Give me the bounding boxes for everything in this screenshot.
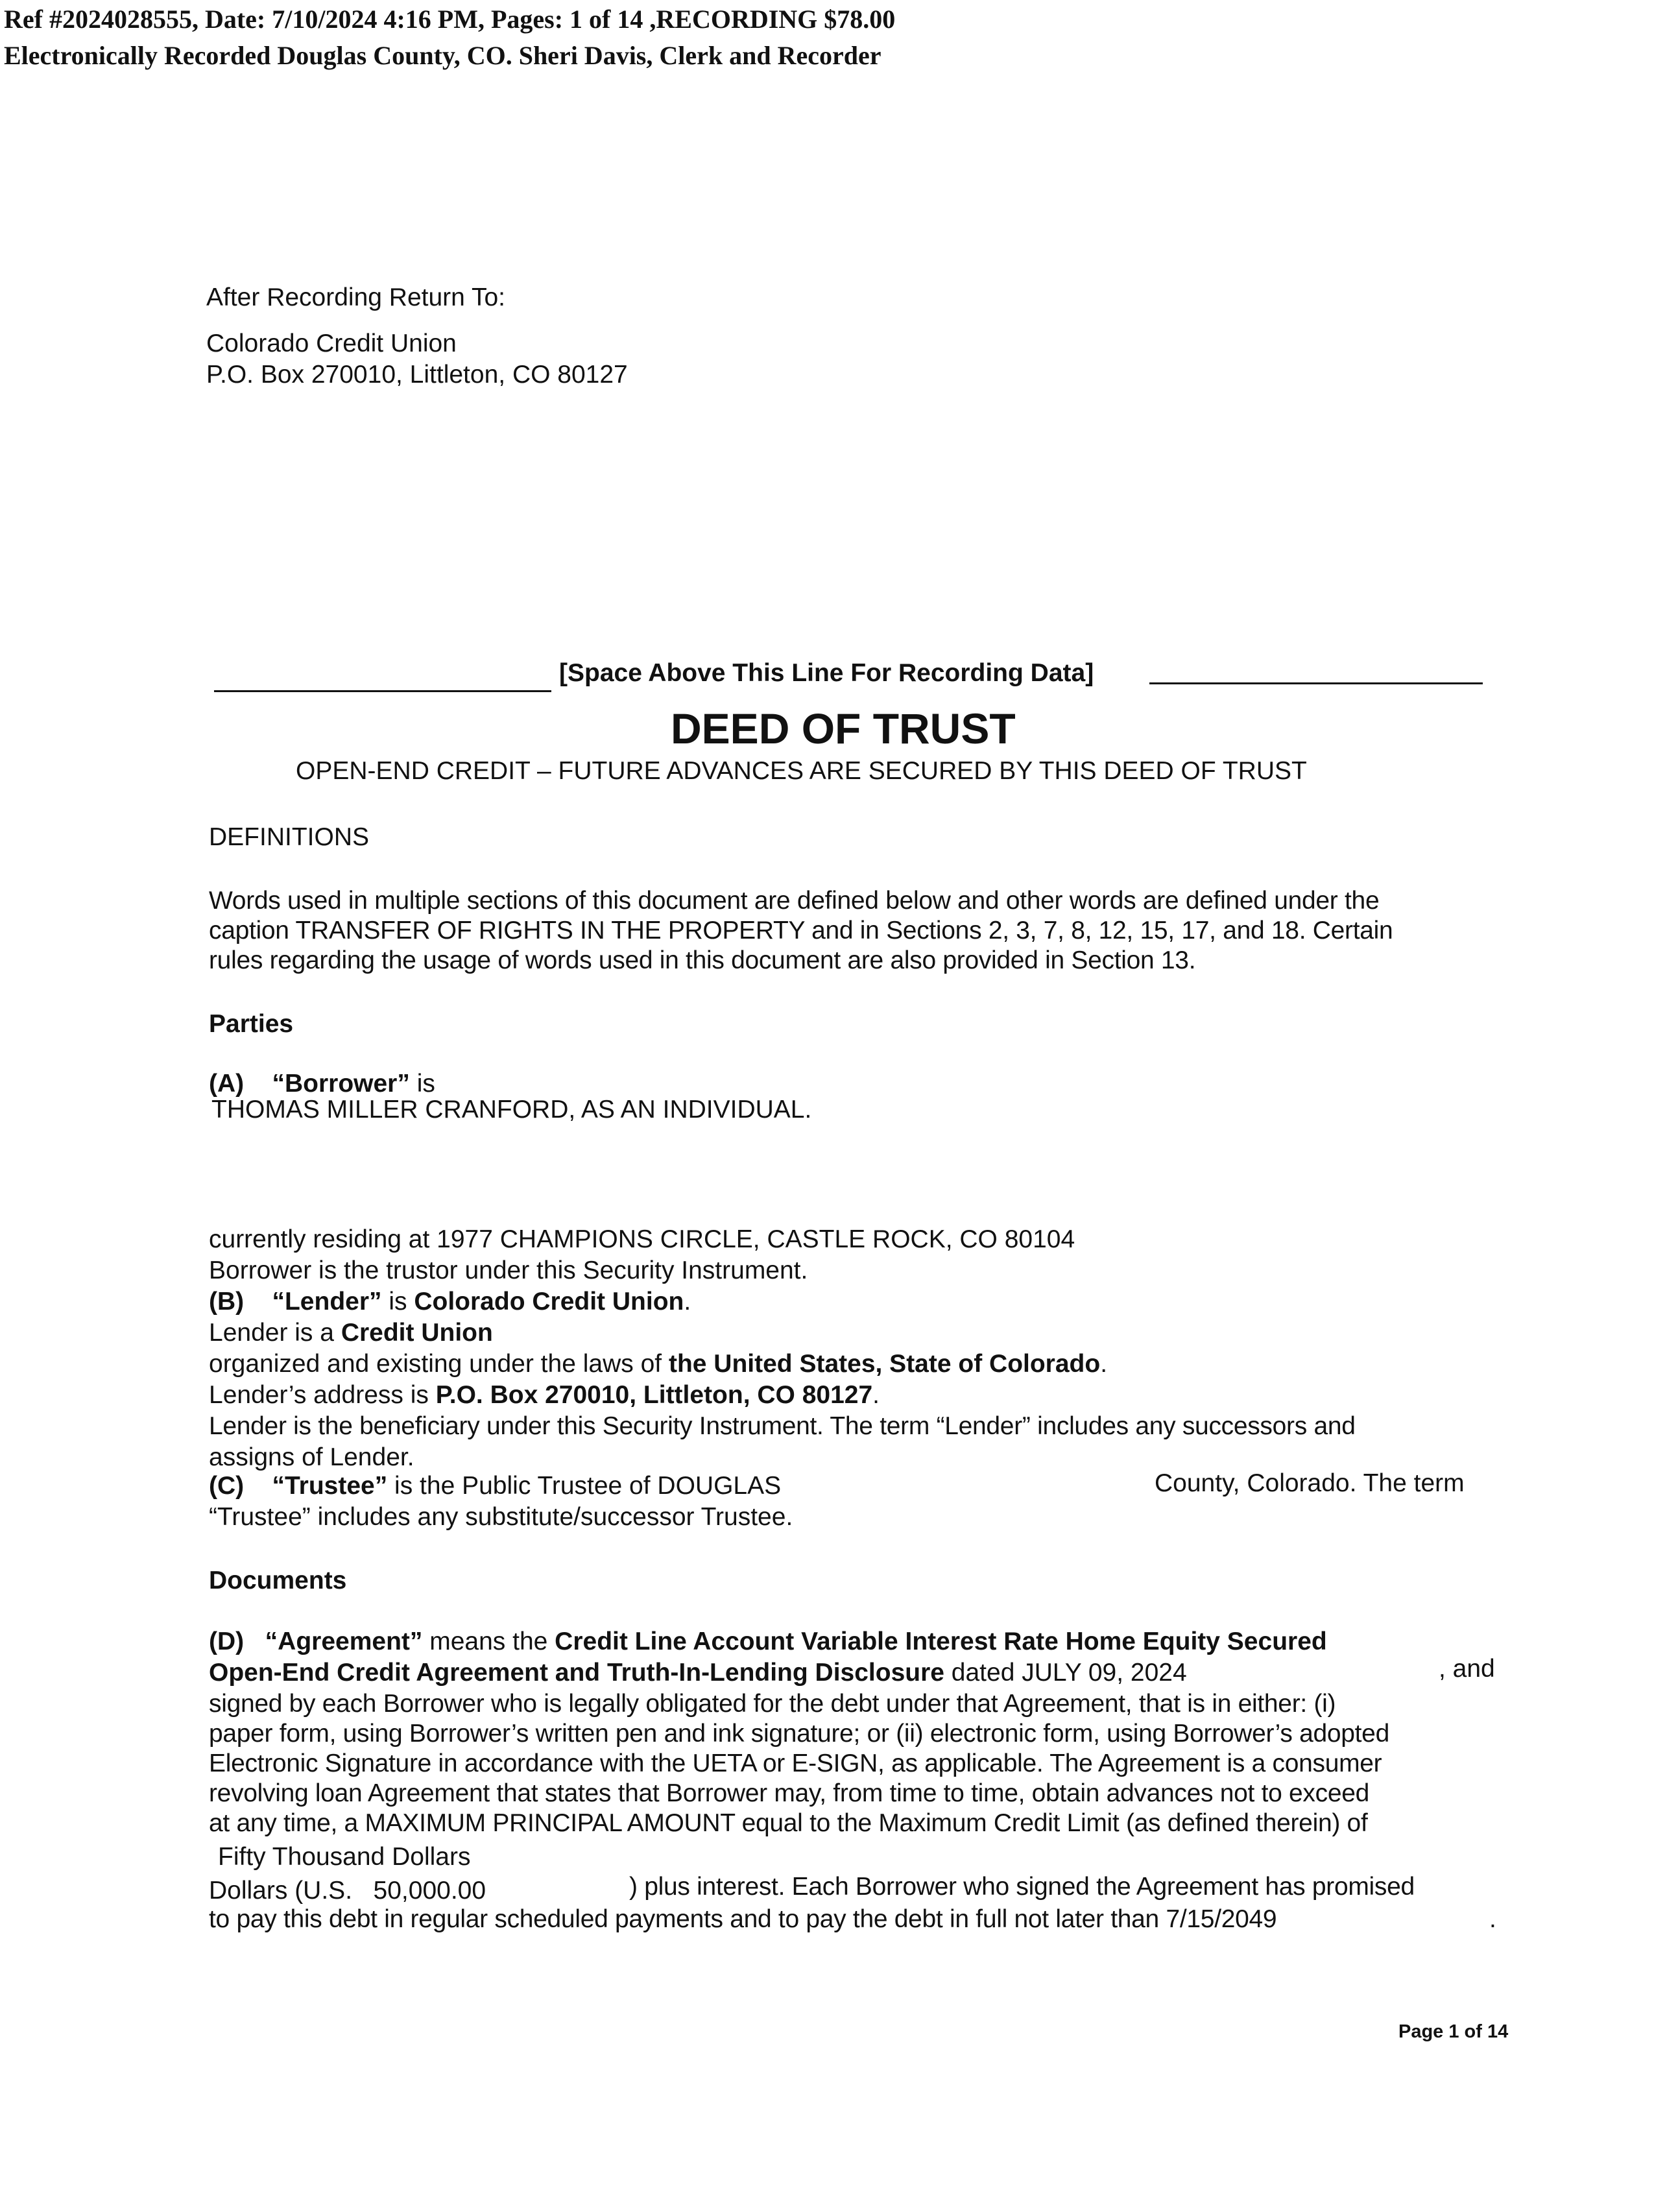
borrower-term: “Borrower” xyxy=(272,1070,410,1098)
parties-heading: Parties xyxy=(209,1010,294,1038)
recording-rule-right xyxy=(1149,682,1483,684)
agreement-term: “Agreement” xyxy=(265,1628,423,1655)
organized-prefix: organized and existing under the laws of xyxy=(209,1350,669,1378)
agreement-date: JULY 09, 2024 xyxy=(1022,1659,1187,1687)
trustee-definition-line-2: “Trustee” includes any substitute/successor Trustee. xyxy=(209,1503,793,1531)
amount-in-words: Fifty Thousand Dollars xyxy=(218,1843,471,1871)
borrower-residence xyxy=(209,1225,1075,1255)
borrower-name: THOMAS MILLER CRANFORD, AS AN INDIVIDUAL. xyxy=(211,1096,812,1124)
lender-address: P.O. Box 270010, Littleton, CO 80127 xyxy=(435,1381,873,1409)
lender-is: is xyxy=(381,1288,414,1316)
lender-address-prefix: Lender’s address is xyxy=(209,1381,436,1409)
documents-heading: Documents xyxy=(209,1567,347,1594)
recording-space-label: [Space Above This Line For Recording Data] xyxy=(559,659,1094,687)
agreement-title-line-2: Open-End Credit Agreement and Truth-In-Lending Disclosure xyxy=(209,1659,944,1687)
residing-prefix: currently residing at xyxy=(209,1225,437,1253)
trustee-county: DOUGLAS xyxy=(657,1472,782,1500)
maturity-prefix: to pay this debt in regular scheduled payments and to pay the debt in full not later than xyxy=(209,1905,1166,1933)
return-to-address: P.O. Box 270010, Littleton, CO 80127 xyxy=(206,361,628,389)
lender-organized-line xyxy=(209,1349,1107,1379)
borrower-address: 1977 CHAMPIONS CIRCLE, CASTLE ROCK, CO 80104 xyxy=(437,1225,1075,1253)
agreement-line-4: paper form, using Borrower’s written pen and ink signature; or (ii) electronic form, using Borrower’s adopted xyxy=(209,1720,1389,1748)
return-to-label: After Recording Return To: xyxy=(206,283,506,311)
lender-beneficiary-line-1: Lender is the beneficiary under this Security Instrument. The term “Lender” includes any successors and xyxy=(209,1412,1356,1440)
borrower-marker: (A) xyxy=(209,1070,245,1098)
definitions-intro-line-3: rules regarding the usage of words used in this document are also provided in Section 13. xyxy=(209,946,1196,974)
organized-law: the United States, State of Colorado xyxy=(668,1350,1101,1378)
lender-address-period: . xyxy=(872,1381,880,1409)
trustee-marker: (C) xyxy=(209,1472,245,1500)
amount-line-suffix: ) plus interest. Each Borrower who signed the Agreement has promised xyxy=(629,1873,1415,1901)
lender-type-line xyxy=(209,1318,493,1348)
document-title: DEED OF TRUST xyxy=(671,704,1016,752)
lender-name-period: . xyxy=(684,1288,691,1316)
dollars-prefix: Dollars (U.S. xyxy=(209,1877,359,1905)
definitions-heading: DEFINITIONS xyxy=(209,823,370,851)
page-number: Page 1 of 14 xyxy=(1398,2021,1509,2042)
agreement-line-5: Electronic Signature in accordance with the UETA or E-SIGN, as applicable. The Agreement is a consumer xyxy=(209,1749,1382,1777)
maturity-period: . xyxy=(1489,1905,1496,1933)
maturity-date: 7/15/2049 xyxy=(1166,1905,1277,1933)
lender-marker: (B) xyxy=(209,1288,245,1316)
trustee-definition xyxy=(209,1471,781,1501)
recording-county-line: Electronically Recorded Douglas County, CO. Sheri Davis, Clerk and Recorder xyxy=(4,41,881,70)
trustee-term: “Trustee” xyxy=(272,1472,388,1500)
lender-definition xyxy=(209,1287,691,1317)
maturity-line xyxy=(209,1905,1276,1934)
definitions-intro-line-2: caption TRANSFER OF RIGHTS IN THE PROPERTY and in Sections 2, 3, 7, 8, 12, 15, 17, and 18. Certain xyxy=(209,917,1393,944)
agreement-and: , and xyxy=(1439,1655,1495,1683)
agreement-dated-prefix: dated xyxy=(944,1659,1022,1687)
lender-type: Credit Union xyxy=(341,1319,493,1347)
trustee-county-suffix: County, Colorado. The term xyxy=(1155,1469,1465,1497)
agreement-definition-line-1 xyxy=(209,1627,1327,1657)
agreement-line-6: revolving loan Agreement that states that Borrower may, from time to time, obtain advances not to exceed xyxy=(209,1779,1370,1807)
return-to-name: Colorado Credit Union xyxy=(206,330,457,357)
lender-term: “Lender” xyxy=(272,1288,382,1316)
amount-numeric-line xyxy=(209,1876,486,1906)
trustee-is: is the Public Trustee of xyxy=(387,1472,658,1500)
amount-number: 50,000.00 xyxy=(373,1877,486,1905)
agreement-definition-line-2 xyxy=(209,1658,1187,1688)
lender-is-a: Lender is a xyxy=(209,1319,341,1347)
borrower-is: is xyxy=(409,1070,435,1098)
lender-address-line xyxy=(209,1380,880,1410)
agreement-means: means the xyxy=(422,1628,555,1655)
agreement-title-line-1: Credit Line Account Variable Interest Rate Home Equity Secured xyxy=(555,1628,1327,1655)
document-subtitle: OPEN-END CREDIT – FUTURE ADVANCES ARE SECURED BY THIS DEED OF TRUST xyxy=(296,757,1307,785)
organized-period: . xyxy=(1100,1350,1108,1378)
recording-rule-left xyxy=(214,690,551,692)
lender-beneficiary-line-2: assigns of Lender. xyxy=(209,1443,414,1471)
agreement-line-7: at any time, a MAXIMUM PRINCIPAL AMOUNT equal to the Maximum Credit Limit (as defined therein) of xyxy=(209,1809,1368,1837)
definitions-intro-line-1: Words used in multiple sections of this document are defined below and other words are defined under the xyxy=(209,887,1380,915)
trustor-line: Borrower is the trustor under this Security Instrument. xyxy=(209,1256,808,1284)
lender-name: Colorado Credit Union xyxy=(414,1288,684,1316)
agreement-marker: (D) xyxy=(209,1628,245,1655)
agreement-line-3: signed by each Borrower who is legally obligated for the debt under that Agreement, that is in either: (i) xyxy=(209,1690,1336,1718)
recording-ref-line: Ref #2024028555, Date: 7/10/2024 4:16 PM, Pages: 1 of 14 ,RECORDING $78.00 xyxy=(4,5,896,34)
